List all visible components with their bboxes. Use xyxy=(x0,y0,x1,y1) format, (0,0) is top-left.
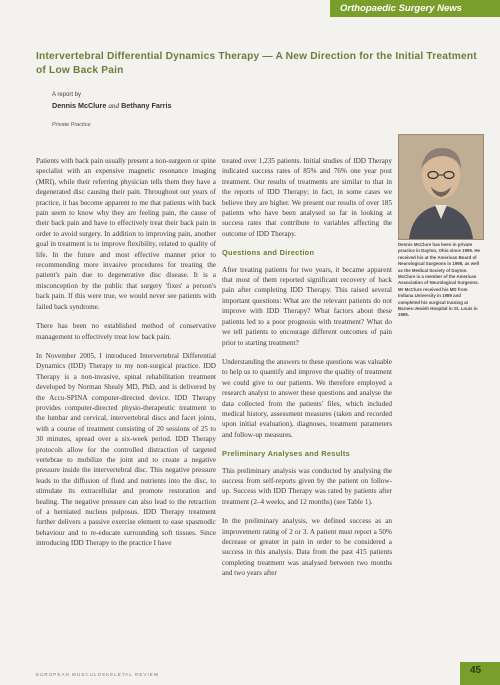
column-middle xyxy=(222,156,392,636)
authors xyxy=(52,101,171,110)
portrait-image-icon xyxy=(399,135,483,239)
body-paragraph: This preliminary analysis was conducted by analysing the success from self-reports given by the patient on follow-up. Success with IDD Therapy was rated by patients after treatment (2–4 weeks, and 12 months) (see Table 1). xyxy=(222,466,392,506)
body-paragraph: In the preliminary analysis, we defined success as an improvement rating of 2 or 3. A patient must report a 50% decrease or greater in pain in order to be considered a success in this analysis. Data from the past 415 patients completing treatment was analysed between two months and two years after xyxy=(222,517,392,578)
article-title: Intervertebral Differential Dynamics Therapy — A New Direction for the Initial Treatment of Low Back Pain xyxy=(36,51,477,76)
author-2: Bethany Farris xyxy=(121,101,172,110)
author-caption: Dennis McClure has been in private practice in Dayton, Ohio since 1995. He received his at the American Board of Neurological Surgeons in 1998, as well as the Medical Society of Dayton. McClure is a member of the American Association of Neurological Surgeons. Mr McClure received his MD from Indiana University in 1989 and completed his surgical training at Barnes-Jewish Hospital in St. Louis in 1995. xyxy=(398,242,480,318)
body-paragraph: Patients with back pain usually present a non-surgeon or spine specialist with an expensive magnetic resonance imaging (MRI), while their referring physician tells them they have a degenerated disc causing their pain. Throughout our years of practice, it has become apparent to me that patients with back pain seem to know why they are feeling pain, the cause of their back pain and have to effectively treat their back pain in order to avoid surgery. In addition to improving pain, another goal in treatment is to improve flexibility, related to quality of life. In the future and most effective manner prior to recommending more invasive procedures for treating the patient's pain due to degenerative disc disease. It is a misconception by the public that surgery 'fixes' a person's back pain. If this were true, we would never see patients with failed back syndrome. xyxy=(36,157,216,311)
author-conjunction: and xyxy=(108,102,120,110)
section-heading-questions: Questions and Direction xyxy=(222,248,315,258)
body-paragraph: treated over 1,235 patients. Initial studies of IDD Therapy indicated success rates of 85% and 76% one year post treatment. Our results of treatments are similar to that in the reports of IDD Therapy; in fact, in some cases we believe they are higher. We present our results of over 185 patients who have been analysed so far in looking at success rates that contribute to variables affecting the outcome of IDD Therapy. xyxy=(222,157,392,238)
author-department: Private Practice xyxy=(52,122,91,128)
author-1: Dennis McClure xyxy=(52,101,107,110)
body-paragraph: In November 2005, I introduced Intervertebral Differential Dynamics (IDD) Therapy to my non-surgical practice. IDD Therapy is a non-invasive, spinal rehabilitation treatment developed by Norman Shealy MD, PhD, and is delivered by the Accu-SPINA computer-directed device. IDD Therapy provides computer-directed physio-therapeutic treatment to the lumbar and cervical, intervertebral discs and facet joints, with a course of treatment consisting of 20 sessions of 25 to 30 minutes, spread over a six-week period. IDD Therapy protocols allow for the controlled distraction of targeted vertebrae to mobilize the joint and to create a negative pressure inside the intervertebral disc. This negative pressure leads to the diffusion of fluid and nutrients into the disc, to stimulate its extracellular and promote restoration and healing. The negative pressure can also lead to the retraction of a herniated nucleus pulposus. IDD Therapy treatment further delivers a passive exercise element to ease spasmodic behaviour and to re-educate surrounding soft tissues. Since introducing IDD Therapy to the practice I have xyxy=(36,351,216,548)
page-number: 45 xyxy=(470,665,482,676)
byline-prefix: A report by xyxy=(52,92,82,98)
body-paragraph: Understanding the answers to these questions was valuable to help us to quantify and improve the quality of treatment we could give to our patients. We therefore employed a research analyst to answer these questions and analyse the data collected from the patients' files, which included medical history, assessment measures (taken and recorded upon initial evaluation), diagnoses, treatment parameters and follow-up measures. xyxy=(222,357,392,439)
body-paragraph: There has been no established method of conservative management to effectively treat low back pain. xyxy=(36,322,216,341)
body-paragraph: After treating patients for two years, it became apparent that most of them reported significant recovery of back pain after completing IDD Therapy. This raised several important questions: What are the relevant patients do not improve with IDD Therapy? What factors about these patients led to a poor prognosis with treatment? What do we tell patients to encourage different outcomes of pain prior to starting treatment? xyxy=(222,265,392,347)
running-footer: EUROPEAN MUSCULOSKELETAL REVIEW xyxy=(36,672,160,677)
author-photo xyxy=(398,134,484,240)
section-tag: Orthopaedic Surgery News xyxy=(330,0,500,17)
column-left xyxy=(36,156,216,558)
section-heading-preliminary: Preliminary Analyses and Results xyxy=(222,449,351,459)
